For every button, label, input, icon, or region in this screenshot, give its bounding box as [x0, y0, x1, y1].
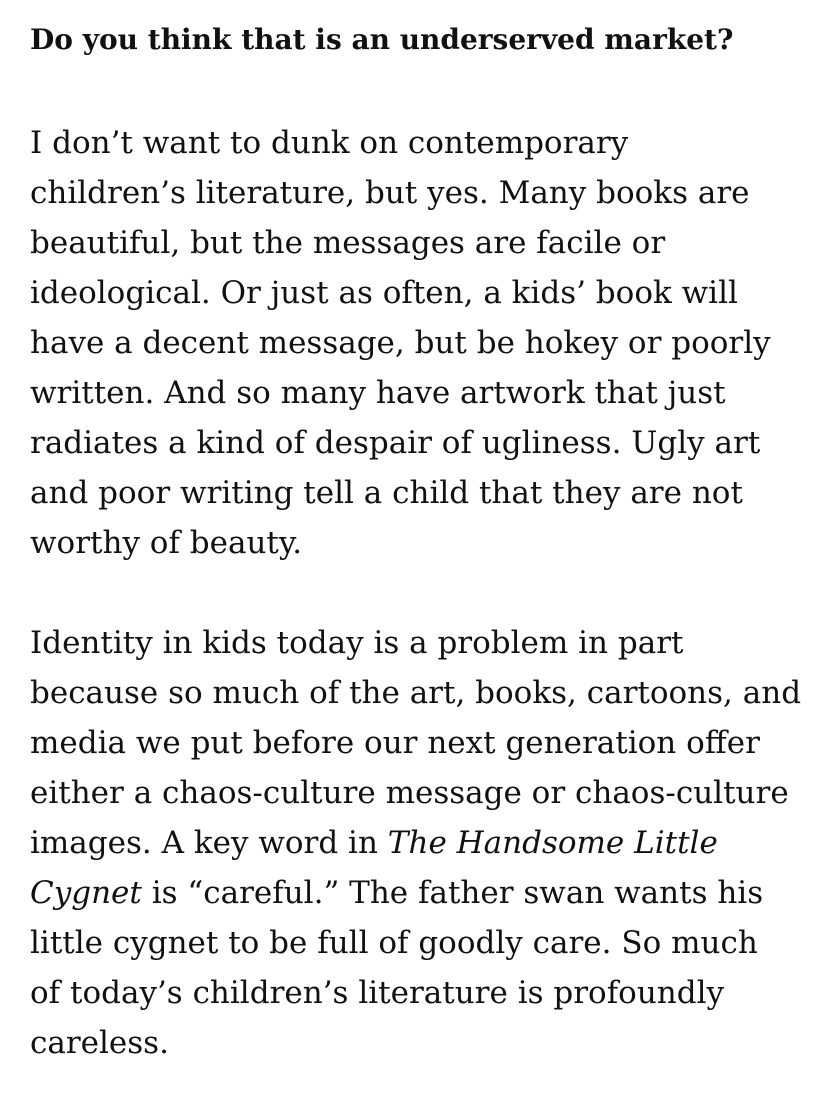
- text-line: ideological. Or just as often, a kids’ book will: [30, 275, 738, 311]
- text-line: either a chaos-culture message or chaos-culture: [30, 775, 789, 811]
- book-title: The Handsome Little: [387, 825, 718, 861]
- text-line: have a decent message, but be hokey or poorly: [30, 325, 771, 361]
- text-line: I don’t want to dunk on contemporary: [30, 125, 629, 161]
- text-fragment: is “careful.” The father swan wants his: [141, 875, 764, 911]
- answer-paragraph-2: [30, 618, 814, 1068]
- interview-article: [30, 18, 814, 1118]
- book-title: Cygnet: [30, 875, 142, 911]
- text-line: [30, 818, 814, 868]
- text-line: and poor writing tell a child that they are not: [30, 475, 743, 511]
- interview-question: Do you think that is an underserved market?: [30, 23, 734, 56]
- text-line: beautiful, but the messages are facile or: [30, 225, 666, 261]
- text-line: media we put before our next generation offer: [30, 725, 760, 761]
- text-line: of today’s children’s literature is profoundly: [30, 975, 725, 1011]
- text-line: radiates a kind of despair of ugliness. Ugly art: [30, 425, 761, 461]
- text-line: written. And so many have artwork that just: [30, 375, 726, 411]
- text-line: Identity in kids today is a problem in part: [30, 625, 684, 661]
- text-line: because so much of the art, books, cartoons, and: [30, 675, 802, 711]
- text-line: worthy of beauty.: [30, 525, 303, 561]
- text-fragment: images. A key word in: [30, 825, 388, 861]
- answer-paragraph-1: [30, 118, 814, 568]
- text-line: careless.: [30, 1025, 169, 1061]
- text-line: children’s literature, but yes. Many books are: [30, 175, 750, 211]
- text-line: [30, 868, 814, 918]
- text-line: little cygnet to be full of goodly care. So much: [30, 925, 758, 961]
